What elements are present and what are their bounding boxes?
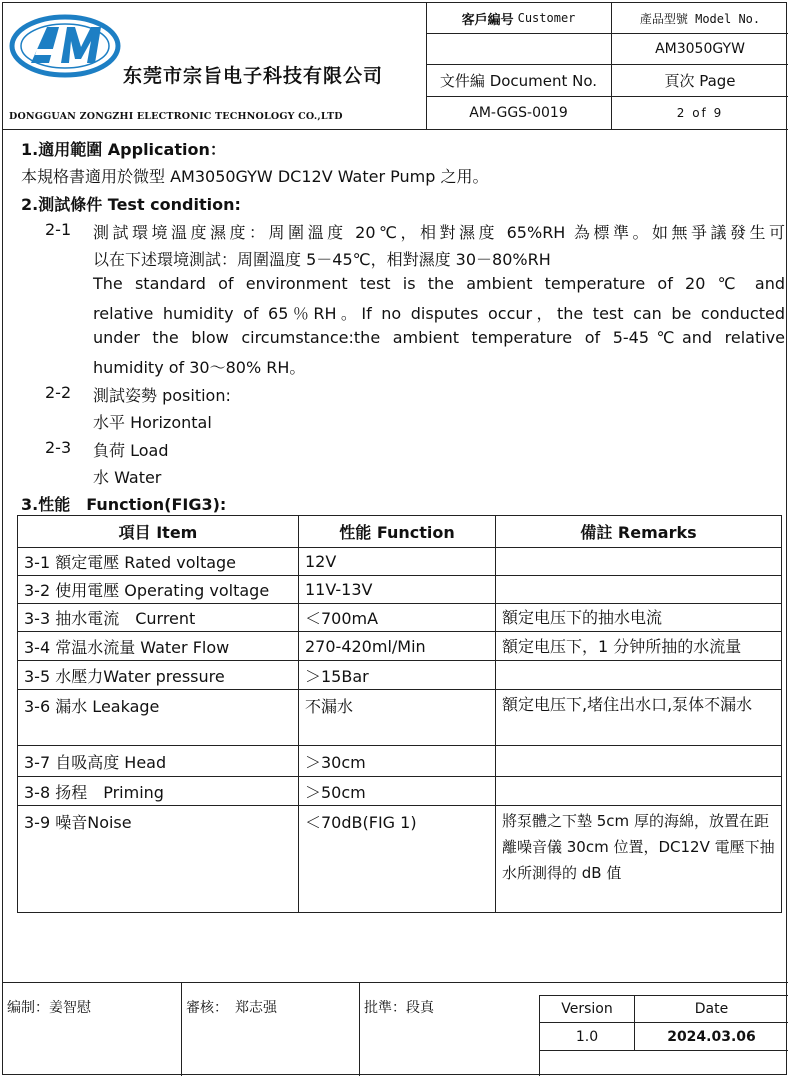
item-cell: 3-5 水壓力Water pressure	[18, 661, 299, 690]
date-label: Date	[634, 995, 788, 1023]
section-2-1-line: 以在下述環境測試：周圍溫度 5－45℃，相對濕度 30－80%RH	[93, 250, 551, 269]
table-row	[18, 604, 782, 632]
model-label: 產品型號 Model No.	[612, 3, 788, 34]
section-2-2-line: 水平 Horizontal	[93, 413, 212, 432]
customer-label-cn: 客戶編号	[461, 12, 514, 28]
table-row	[18, 746, 782, 777]
model-value: AM3050GYW	[612, 34, 788, 65]
company-name-en: DONGGUAN ZONGZHI ELECTRONIC TECHNOLOGY CO.,LTD	[9, 111, 343, 122]
function-cell: 270-420ml/Min	[299, 632, 496, 661]
column-header-function: 性能 Function	[299, 516, 496, 548]
function-cell: 11V-13V	[299, 576, 496, 604]
table-row	[18, 806, 782, 913]
section-1-title: 1.適用範圍 Application：	[21, 140, 226, 159]
document-no-value: AM-GGS-0019	[426, 97, 612, 129]
function-cell: ＞50cm	[299, 777, 496, 806]
company-logo	[9, 13, 121, 79]
table-row	[18, 632, 782, 661]
table-header-row	[18, 516, 782, 548]
section-2-1-line: 測試環境溫度濕度：周圍溫度 20℃，相對濕度 65%RH 為標準。如無爭議發生可	[93, 223, 785, 242]
version-spacer	[539, 1051, 634, 1076]
table-row	[18, 576, 782, 604]
version-value: 1.0	[539, 1023, 634, 1051]
section-2-3-number: 2-3	[45, 438, 72, 457]
function-cell: ＜700mA	[299, 604, 496, 632]
section-2-1-line: The standard of environment test is the ambient temperature of 20 ℃ and	[93, 274, 785, 293]
column-header-remarks: 備註 Remarks	[496, 516, 782, 548]
section-3-title: 3.性能 Function(FIG3):	[21, 495, 227, 514]
customer-label	[426, 3, 612, 34]
section-2-3-line: 負荷 Load	[93, 441, 169, 460]
remark-cell: 額定电压下的抽水电流	[496, 604, 782, 632]
item-cell: 3-4 常温水流量 Water Flow	[18, 632, 299, 661]
item-cell: 3-2 使用電壓 Operating voltage	[18, 576, 299, 604]
section-2-2-line: 測試姿勢 position:	[93, 386, 231, 405]
item-cell: 3-9 噪音Noise	[18, 806, 299, 913]
approver-label: 批準：段真	[359, 983, 539, 1076]
section-2-1-number: 2-1	[45, 220, 72, 239]
remark-cell	[496, 576, 782, 604]
document-no-label: 文件編 Document No.	[426, 65, 612, 97]
section-2-2-number: 2-2	[45, 383, 72, 402]
column-header-item: 項目 Item	[18, 516, 299, 548]
remark-cell	[496, 548, 782, 576]
table-row	[18, 777, 782, 806]
section-2-1-line: humidity of 30～80% RH。	[93, 358, 306, 377]
customer-value	[426, 34, 612, 65]
section-1-text: 本規格書適用於微型 AM3050GYW DC12V Water Pump 之用。	[21, 167, 489, 186]
document-footer	[3, 982, 788, 1077]
item-cell: 3-6 漏水 Leakage	[18, 690, 299, 746]
remark-cell: 將泵體之下墊 5cm 厚的海綿，放置在距離噪音儀 30cm 位置，DC12V 電壓下抽水所測得的 dB 值	[496, 806, 782, 913]
function-cell: 12V	[299, 548, 496, 576]
company-name-cn: 东莞市宗旨电子科技有限公司	[123, 65, 384, 87]
function-cell: ＞30cm	[299, 746, 496, 777]
item-cell: 3-8 扬程 Priming	[18, 777, 299, 806]
item-cell: 3-3 抽水電流 Current	[18, 604, 299, 632]
author-label: 编制：姜智慰	[7, 1000, 91, 1016]
function-cell: ＜70dB(FIG 1)	[299, 806, 496, 913]
date-value: 2024.03.06	[634, 1023, 788, 1051]
remark-cell	[496, 746, 782, 777]
table-row	[18, 548, 782, 576]
remark-cell: 額定电压下,堵住出水口,泵体不漏水	[496, 690, 782, 746]
function-table	[17, 515, 782, 913]
table-row	[18, 690, 782, 746]
remark-cell	[496, 661, 782, 690]
remark-cell: 額定电压下，1 分钟所抽的水流量	[496, 632, 782, 661]
remark-cell	[496, 777, 782, 806]
company-block	[3, 3, 427, 129]
section-2-3-line: 水 Water	[93, 468, 162, 487]
section-2-1-line: under the blow circumstance:the ambient temperature of 5-45℃and relative	[93, 328, 785, 347]
page-label: 頁次 Page	[612, 65, 788, 97]
section-2-1-line: relative humidity of 65％RH。If no disputes occur，the test can be conducted	[93, 304, 785, 323]
page-value: 2 of 9	[676, 106, 724, 120]
customer-label-en: Customer	[517, 11, 576, 25]
item-cell: 3-7 自吸高度 Head	[18, 746, 299, 777]
version-label: Version	[539, 995, 634, 1023]
section-2-title: 2.測試條件 Test condition:	[21, 195, 241, 214]
document-frame	[2, 2, 787, 1075]
table-row	[18, 661, 782, 690]
function-cell: ＞15Bar	[299, 661, 496, 690]
document-header	[3, 3, 788, 130]
item-cell: 3-1 額定電壓 Rated voltage	[18, 548, 299, 576]
function-cell: 不漏水	[299, 690, 496, 746]
reviewer-label: 審核： 郑志强	[181, 983, 359, 1076]
